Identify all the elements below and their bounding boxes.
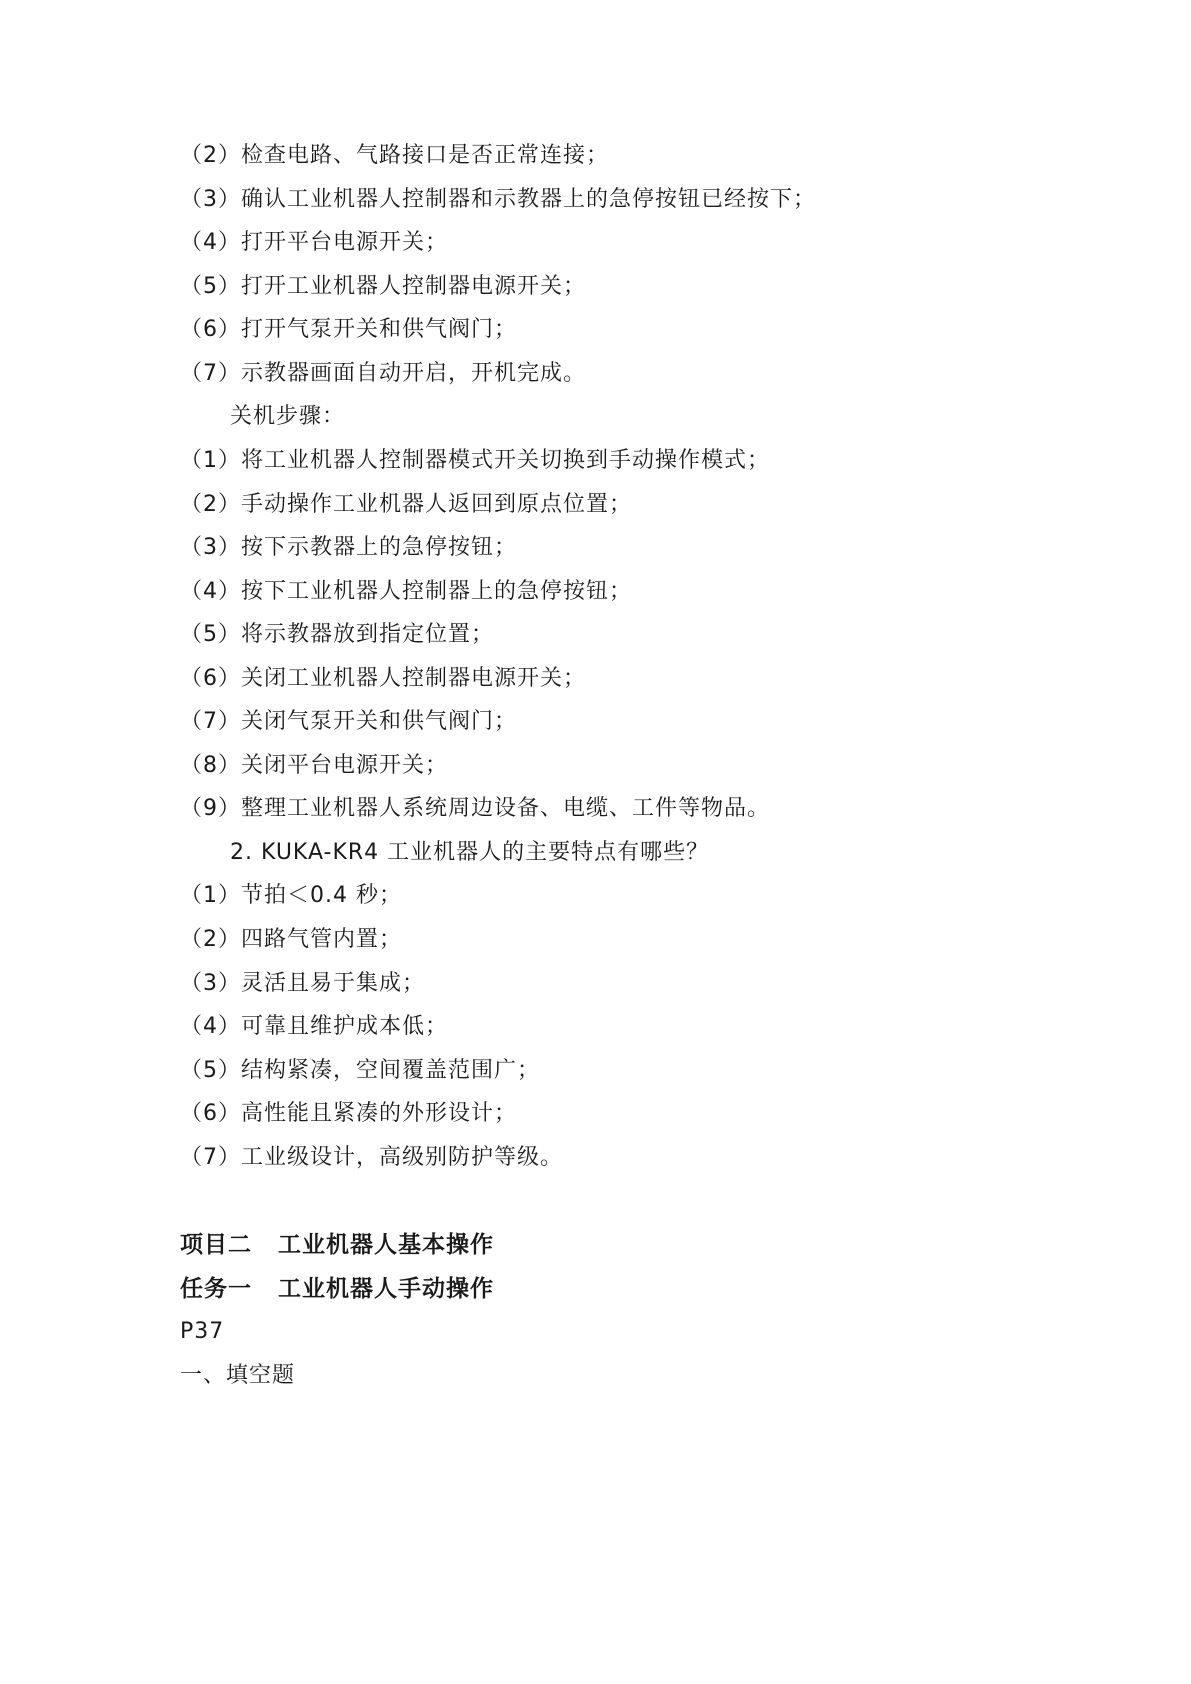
feature-item: （7）工业级设计，高级别防护等级。 bbox=[180, 1145, 563, 1170]
page-reference: P37 bbox=[180, 1319, 225, 1344]
shutdown-step: （3）按下示教器上的急停按钮； bbox=[180, 535, 517, 560]
shutdown-step: （9）整理工业机器人系统周边设备、电缆、工件等物品。 bbox=[180, 796, 770, 821]
feature-item: （6）高性能且紧凑的外形设计； bbox=[180, 1101, 517, 1126]
shutdown-step: （2）手动操作工业机器人返回到原点位置； bbox=[180, 492, 632, 517]
startup-step: （4）打开平台电源开关； bbox=[180, 230, 448, 255]
feature-item: （2）四路气管内置； bbox=[180, 927, 402, 952]
startup-step: （6）打开气泵开关和供气阀门； bbox=[180, 317, 517, 342]
project-heading bbox=[180, 1230, 494, 1260]
project-title: 工业机器人基本操作 bbox=[278, 1232, 494, 1258]
feature-item: （1）节拍＜0.4 秒； bbox=[180, 883, 402, 908]
shutdown-step: （4）按下工业机器人控制器上的急停按钮； bbox=[180, 579, 632, 604]
shutdown-step: （1）将工业机器人控制器模式开关切换到手动操作模式； bbox=[180, 448, 770, 473]
task-label: 任务一 bbox=[180, 1276, 252, 1302]
shutdown-step: （8）关闭平台电源开关； bbox=[180, 753, 448, 778]
project-label: 项目二 bbox=[180, 1232, 252, 1258]
startup-step: （7）示教器画面自动开启，开机完成。 bbox=[180, 361, 586, 386]
shutdown-step: （7）关闭气泵开关和供气阀门； bbox=[180, 709, 517, 734]
task-heading bbox=[180, 1274, 494, 1304]
task-title: 工业机器人手动操作 bbox=[278, 1276, 494, 1302]
startup-step: （2）检查电路、气路接口是否正常连接； bbox=[180, 143, 609, 168]
shutdown-title: 关机步骤： bbox=[230, 404, 346, 429]
shutdown-step: （6）关闭工业机器人控制器电源开关； bbox=[180, 666, 586, 691]
feature-item: （4）可靠且维护成本低； bbox=[180, 1014, 448, 1039]
startup-step: （3）确认工业机器人控制器和示教器上的急停按钮已经按下； bbox=[180, 187, 816, 212]
feature-item: （3）灵活且易于集成； bbox=[180, 971, 425, 996]
section-title: 一、填空题 bbox=[180, 1363, 296, 1388]
startup-step: （5）打开工业机器人控制器电源开关； bbox=[180, 274, 586, 299]
shutdown-step: （5）将示教器放到指定位置； bbox=[180, 622, 494, 647]
question-heading: 2. KUKA-KR4 工业机器人的主要特点有哪些？ bbox=[230, 840, 710, 865]
feature-item: （5）结构紧凑，空间覆盖范围广； bbox=[180, 1058, 540, 1083]
